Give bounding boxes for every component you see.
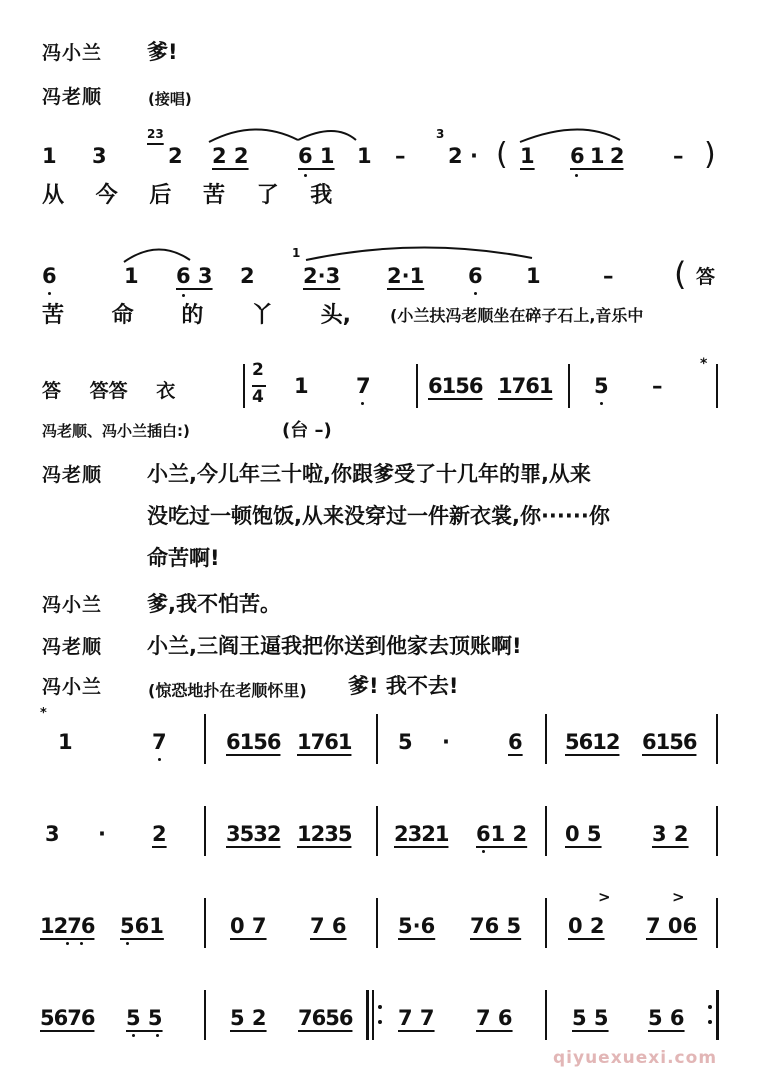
time-signature-top: 2 [252,360,264,380]
note-group: 6 1 2 [570,144,624,168]
dialogue-text: 爹! [147,40,178,64]
watermark-text: qiyuexuexi.com [553,1048,718,1068]
note-group: 5 6 [648,1006,685,1030]
note: 6 [42,264,57,288]
bar-line [376,806,378,856]
note-group: 6156 [428,374,483,398]
time-signature-bottom: 4 [252,387,264,407]
note: 5 [594,374,609,398]
bar-line [204,990,206,1040]
note-group: 7 06 [646,914,698,938]
speaker-label: 冯老顺 [42,464,103,486]
close-paren: ) [704,137,716,172]
dot-extension: · [98,822,106,846]
note-group: 2·1 [387,264,425,288]
speaker-label: 冯老顺 [42,86,103,108]
dialogue-line: 小兰,今儿年三十啦,你跟爹受了十几年的罪,从来 [147,462,591,486]
slur-marks [0,0,760,300]
slur-marks [0,0,760,300]
note-group: 2321 [394,822,449,846]
note-group: 61 2 [476,822,528,846]
note-group: 5 5 [126,1006,163,1030]
lyrics: 苦 命 的 丫 头, [42,303,351,328]
repeat-bar-thick [366,990,369,1040]
bar-line [716,714,718,764]
bar-line [545,898,547,948]
dialogue-line: 爹! 我不去! [348,674,459,698]
speaker-label: 冯老顺 [42,636,103,658]
note-group: 1761 [297,730,352,754]
low-octave-dot [126,942,129,945]
stage-direction: (接唱) [148,90,192,108]
bar-line [376,714,378,764]
note: 1 [124,264,139,288]
open-paren: ( [674,255,687,293]
dot-extension: · [442,730,450,754]
dash: – [673,144,684,168]
watermark [553,1048,717,1068]
bar-line [716,898,718,948]
grace-note: 1 [292,246,301,260]
note-group: 1276 [40,914,95,938]
note: 2 [168,144,183,168]
note: 2 [240,264,255,288]
bar-line [416,364,418,408]
bar-line [545,990,547,1040]
note: 1 [58,730,73,754]
note-group: 6 3 [176,264,213,288]
bar-line [545,714,547,764]
parenthetical: (台 –) [282,420,332,441]
dash: – [603,264,614,288]
note: 1 [294,374,309,398]
dash: – [395,144,406,168]
asterisk-mark: * [700,356,708,372]
note: 6 [508,730,523,754]
note: 1 [357,144,372,168]
dialogue-line: 命苦啊! [147,546,220,570]
repeat-bar-thick [716,990,719,1040]
low-octave-dot [132,1034,135,1037]
note: 1 [42,144,57,168]
bar-line [204,898,206,948]
speaker-label: 冯小兰 [42,676,103,698]
accent-mark: > [672,888,685,906]
note-group: 7 6 [310,914,347,938]
note-group: 2·3 [303,264,341,288]
syllables: 答 答答 衣 [42,380,176,402]
note-group: 6 1 [298,144,335,168]
note-group: 0 7 [230,914,267,938]
low-octave-dot [158,758,161,761]
note-group: 5 5 [572,1006,609,1030]
low-octave-dot [48,292,51,295]
bar-line [716,364,718,408]
bar-line [716,806,718,856]
note-group: 2 2 [212,144,249,168]
speaker-label: 冯小兰 [42,594,103,616]
low-octave-dot [66,942,69,945]
note-group: 0 2 [568,914,605,938]
note-group: 7 6 [476,1006,513,1030]
note-group: 5612 [565,730,620,754]
lyrics: 从 今 后 苦 了 我 [42,183,333,208]
bar-line [204,806,206,856]
repeat-bar-thin [372,990,374,1040]
low-octave-dot [482,850,485,853]
note: 1 [520,144,535,168]
note: 7 [152,730,167,754]
repeat-dot [708,1005,712,1009]
bar-line [243,364,245,408]
dialogue-line: 没吃过一顿饱饭,从来没穿过一件新衣裳,你······你 [147,504,610,528]
open-paren: ( [496,137,508,172]
stage-direction: 冯老顺、冯小兰插白:) [42,422,190,440]
note-group: 1761 [498,374,553,398]
note-group: 76 5 [470,914,522,938]
low-octave-dot [600,402,603,405]
low-octave-dot [80,942,83,945]
note: 1 [526,264,541,288]
note: 7 [356,374,371,398]
note: 5 [398,730,413,754]
dot-extension: · [470,144,478,168]
note: 2 [448,144,463,168]
repeat-dot [708,1020,712,1024]
note-group: 7656 [298,1006,353,1030]
bar-line [376,898,378,948]
syllable: 答 [696,266,716,288]
note: 6 [468,264,483,288]
low-octave-dot [474,292,477,295]
bar-line [204,714,206,764]
note-group: 5·6 [398,914,436,938]
repeat-dot [378,1020,382,1024]
note-group: 1235 [297,822,352,846]
note: 2 [152,822,167,846]
accent-mark: > [598,888,611,906]
note-group: 6156 [226,730,281,754]
asterisk-mark: * [40,706,47,721]
speaker-label: 冯小兰 [42,42,103,64]
note-group: 3 2 [652,822,689,846]
stage-direction: (小兰扶冯老顺坐在碎子石上,音乐中 [390,306,644,325]
grace-note: 3 [436,127,445,141]
note: 3 [45,822,60,846]
dialogue-line: 爹,我不怕苦。 [147,592,281,616]
low-octave-dot [156,1034,159,1037]
low-octave-dot [361,402,364,405]
note: 3 [92,144,107,168]
note-group: 561 [120,914,164,938]
note-group: 6156 [642,730,697,754]
grace-note: 23 [147,127,164,141]
repeat-dot [378,1005,382,1009]
note-group: 7 7 [398,1006,435,1030]
note-group: 3532 [226,822,281,846]
dash: – [652,374,663,398]
bar-line [545,806,547,856]
note-group: 0 5 [565,822,602,846]
low-octave-dot [304,174,307,177]
bar-line [568,364,570,408]
low-octave-dot [575,174,578,177]
stage-direction: (惊恐地扑在老顺怀里) [148,681,307,700]
note-group: 5676 [40,1006,95,1030]
dialogue-line: 小兰,三阎王逼我把你送到他家去顶账啊! [147,634,522,658]
note-group: 5 2 [230,1006,267,1030]
low-octave-dot [182,294,185,297]
